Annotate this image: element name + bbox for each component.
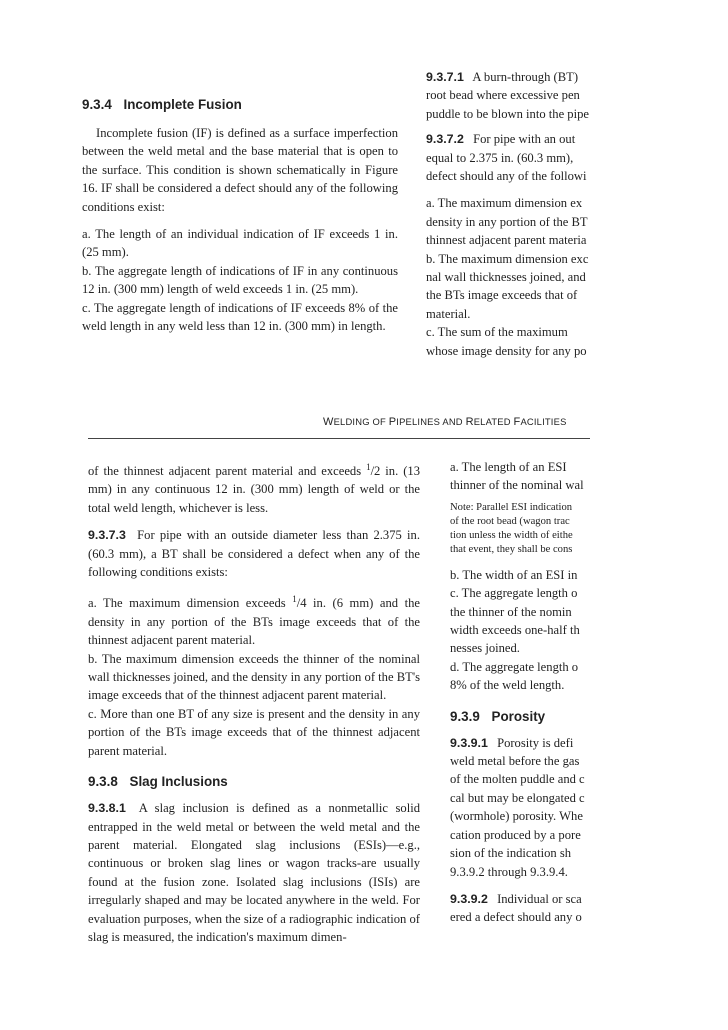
esi-condition-b: b. The width of an ESI in bbox=[450, 567, 578, 582]
burn-through-line: puddle to be blown into the pipe bbox=[426, 106, 589, 121]
porosity-line: of the molten puddle and c bbox=[450, 772, 585, 787]
bt-condition-c: c. The sum of the maximum bbox=[426, 325, 568, 340]
continuation-paragraph: of the thinnest adjacent parent material and exceeds $^1$/2 in. (13 mm) in any continuous 12 in. (300 mm) length of weld or the total weld length, whichever is less. bbox=[88, 462, 420, 515]
bt-condition-a: thinnest adjacent parent materia bbox=[426, 233, 587, 248]
bt-condition-a: density in any portion of the BT bbox=[426, 214, 588, 229]
if-condition-b: b. The aggregate length of indications of IF in any continuous 12 in. (300 mm) length of weld exceeds 1 in. (25 mm). bbox=[82, 263, 398, 297]
esi-condition-d: d. The aggregate length o bbox=[450, 659, 579, 674]
esi-condition-c: c. The aggregate length o bbox=[450, 586, 578, 601]
header-rule bbox=[88, 438, 590, 439]
porosity-line: weld metal before the gas bbox=[450, 754, 580, 769]
porosity-line: cal but may be elongated c bbox=[450, 790, 585, 805]
section-heading-9-3-9: 9.3.9 Porosity bbox=[450, 708, 546, 724]
esi-condition-c: width exceeds one-half th bbox=[450, 623, 580, 638]
incomplete-fusion-paragraph: Incomplete fusion (IF) is defined as a surface imperfection between the weld metal and the base material that is open to the surface. This condition is shown schematically in Figure 16. IF shall be considered a defect should any of the following conditions exist: bbox=[82, 126, 398, 214]
esi-condition-c: nesses joined. bbox=[450, 641, 520, 656]
bt-condition-b: b. The maximum dimension exc bbox=[426, 251, 589, 266]
running-header: WELDING OF PIPELINES AND RELATED FACILITIES bbox=[323, 416, 567, 428]
bt-condition-b: material. bbox=[426, 306, 471, 321]
subsection-9-3-8-1: 9.3.8.1 A slag inclusion is defined as a nonmetallic solid entrapped in the weld metal or between the weld metal and the parent material. Elongated slag inclusions (ESIs)—e.g., continuous or broken slag lines or wagon tracks-are usually found at the fusion zone. Isolated slag inclusions (ISIs) are irregularly shaped and may be located anywhere in the weld. For evaluation purposes, when the size of a radiographic indication of slag is measured, the indication's maximum dimen- bbox=[88, 801, 420, 944]
burn-through-line: root bead where excessive pen bbox=[426, 88, 580, 103]
porosity-line: ered a defect should any o bbox=[450, 910, 582, 925]
esi-condition-d: 8% of the weld length. bbox=[450, 678, 565, 693]
bt-condition-b: nal wall thicknesses joined, and bbox=[426, 270, 586, 285]
bt-condition-a: a. The maximum dimension ex bbox=[426, 196, 583, 211]
subsection-9-3-9-1: 9.3.9.1 Porosity is defi bbox=[450, 735, 574, 750]
subsection-line: defect should any of the followi bbox=[426, 169, 587, 184]
esi-note: of the root bead (wagon trac bbox=[450, 515, 570, 527]
if-condition-c: c. The aggregate length of indications of IF exceeds 8% of the weld length in any weld less than 12 in. (300 mm) in length. bbox=[82, 300, 398, 334]
subsection-9-3-9-2: 9.3.9.2 Individual or sca bbox=[450, 891, 582, 906]
section-heading-9-3-4: 9.3.4 Incomplete Fusion bbox=[82, 97, 242, 112]
lower-left-column bbox=[88, 458, 420, 944]
esi-condition-a: a. The length of an ESI bbox=[450, 460, 567, 474]
lower-right-column bbox=[450, 458, 591, 925]
bt-small-condition-a: a. The maximum dimension exceeds $^1$/4 in. (6 mm) and the density in any portion of the BTs image exceeds that of the thinnest adjacent parent material. bbox=[88, 594, 420, 648]
upper-right-column bbox=[426, 70, 591, 358]
porosity-line: (wormhole) porosity. Whe bbox=[450, 809, 583, 824]
bt-small-condition-b: b. The maximum dimension exceeds the thinner of the nominal wall thicknesses joined, and the density in any portion of the BT's image exceeds that of the thinnest adjacent parent material. bbox=[88, 651, 420, 703]
upper-left-column bbox=[82, 97, 398, 335]
burn-through-paragraph: 9.3.7.1 A burn-through (BT) bbox=[426, 70, 579, 84]
esi-note: that event, they shall be cons bbox=[450, 543, 573, 555]
porosity-line: cation produced by a pore bbox=[450, 827, 581, 842]
porosity-line: 9.3.9.2 through 9.3.9.4. bbox=[450, 864, 568, 879]
esi-note: Note: Parallel ESI indication bbox=[450, 501, 573, 513]
porosity-line: sion of the indication sh bbox=[450, 846, 572, 861]
esi-condition-c: the thinner of the nomin bbox=[450, 604, 572, 619]
subsection-line: equal to 2.375 in. (60.3 mm), bbox=[426, 150, 574, 165]
subsection-9-3-7-3: 9.3.7.3 For pipe with an outside diameter less than 2.375 in. (60.3 mm), a BT shall be considered a defect when any of the following conditions exists: bbox=[88, 528, 420, 580]
bt-condition-b: the BTs image exceeds that of bbox=[426, 288, 578, 303]
subsection-9-3-7-2: 9.3.7.2 For pipe with an out bbox=[426, 132, 576, 147]
if-condition-a: a. The length of an individual indication of IF exceeds 1 in. (25 mm). bbox=[82, 227, 398, 260]
bt-condition-c: whose image density for any po bbox=[426, 343, 587, 358]
esi-condition-a: thinner of the nominal wal bbox=[450, 478, 584, 493]
section-heading-9-3-8: 9.3.8 Slag Inclusions bbox=[88, 774, 228, 790]
bt-small-condition-c: c. More than one BT of any size is present and the density in any portion of the BTs image exceeds that of the thinnest adjacent parent material. bbox=[88, 706, 420, 758]
esi-note: tion unless the width of eithe bbox=[450, 529, 573, 541]
